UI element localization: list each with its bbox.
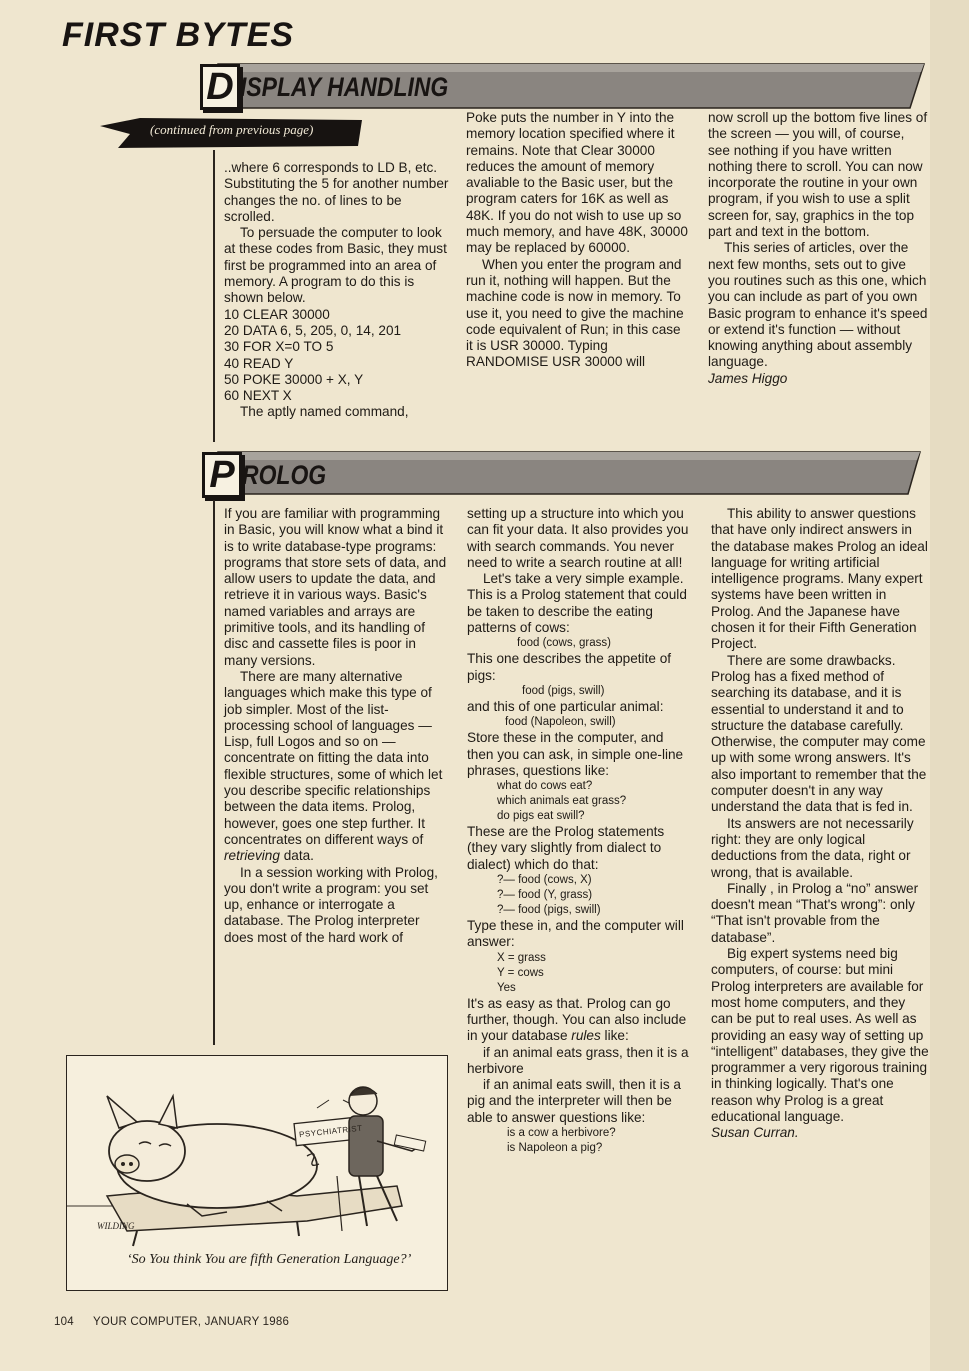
page-edge	[930, 0, 969, 1371]
cartoon-illustration	[66, 1055, 448, 1291]
heading-band-graphic	[0, 60, 969, 112]
code-line: 30 FOR X=0 TO 5	[224, 339, 334, 355]
display-column-2	[466, 110, 688, 371]
author-signature: Susan Curran.	[711, 1125, 799, 1141]
prolog-fact: food (pigs, swill)	[522, 684, 605, 697]
paragraph: Its answers are not necessarily right: they are only logical deductions from the data, right or wrong, that is available.	[711, 815, 914, 880]
page-footer	[54, 1316, 305, 1328]
heading-text: ROLOG	[242, 460, 327, 490]
paragraph: Let's take a very simple example. This is a Prolog statement that could be taken to describe the eating patterns of cows:	[467, 571, 687, 636]
paragraph: These are the Prolog statements (they vary slightly from dialect to dialect) which do that:	[467, 824, 665, 872]
prolog-heading	[0, 448, 969, 500]
heading-text: ISPLAY HANDLING	[240, 72, 449, 102]
question-line: is Napoleon a pig?	[507, 1142, 603, 1155]
code-line: 50 POKE 30000 + X, Y	[224, 371, 364, 387]
question-line: is a cow a herbivore?	[507, 1127, 616, 1140]
paragraph: When you enter the program and run it, nothing will happen. But the machine code is now in memory. To use it, you need to give the machine code equivalent of Run; in this case it is USR 30000. Typing RANDOMISE USR 30000 will	[466, 256, 684, 370]
display-column-1	[224, 160, 452, 421]
prolog-column-1	[224, 506, 450, 946]
drop-initial: D	[200, 64, 240, 110]
question-line: do pigs eat swill?	[497, 810, 585, 823]
paragraph: Poke puts the number in Y into the memory location specified where it remains. Note that Clear 30000 reduces the amount of memory avaliable to the Basic user, but the program caters for 16K as well as 48K. If you do not wish to use up so much memory, and have 48K, 30000 may be replaced by 60000.	[466, 110, 688, 256]
query-line: ?— food (Y, grass)	[497, 889, 593, 902]
code-line: 10 CLEAR 30000	[224, 306, 330, 322]
prolog-column-2	[467, 506, 689, 1156]
display-handling-heading	[0, 60, 969, 112]
paragraph: This one describes the appetite of pigs:	[467, 651, 672, 683]
paragraph: ..where 6 corresponds to LD B, etc. Substituting the 5 for another number changes the no. of lines to be scrolled.	[224, 160, 449, 224]
paragraph: now scroll up the bottom five lines of the screen — you will, of course, see nothing if you have written nothing there to scroll. You can now incorporate the routine in your own program, if you wish to use a split screen for, say, graphics in the top part and text in the bottom.	[708, 110, 928, 240]
answer-line: X = grass	[497, 951, 546, 964]
column-rule	[213, 500, 215, 1045]
rule-line: if an animal eats swill, then it is a pig and the interpreter will then be able to answer questions like:	[467, 1077, 681, 1125]
paragraph: It's as easy as that. Prolog can go further, though. You can also include in your database rules like:	[467, 995, 687, 1044]
artist-signature: WILDING	[97, 1221, 135, 1231]
prolog-column-3	[711, 506, 929, 1142]
drop-initial: P	[202, 452, 242, 498]
paragraph: The aptly named command,	[240, 404, 409, 420]
paragraph: In a session working with Prolog, you don't write a program: you set up, enhance or interrogate a database. The Prolog interpreter does most of the hard work of	[224, 864, 438, 945]
paragraph: and this of one particular animal:	[467, 698, 664, 714]
question-line: which animals eat grass?	[497, 795, 627, 808]
rule-line: if an animal eats grass, then it is a herbivore	[467, 1044, 689, 1076]
magazine-section-title: FIRST BYTES	[62, 16, 295, 54]
cartoon-caption: ‘So You think You are fifth Generation Language?’	[127, 1252, 412, 1267]
page-number: 104	[54, 1316, 74, 1328]
code-line: 20 DATA 6, 5, 205, 0, 14, 201	[224, 322, 402, 338]
paragraph: To persuade the computer to look at these codes from Basic, they must first be programmed into an area of memory. A program to do this is shown below.	[224, 225, 447, 306]
code-line: 60 NEXT X	[224, 388, 292, 404]
answer-line: Y = cows	[497, 966, 544, 979]
question-line: what do cows eat?	[497, 780, 593, 793]
paragraph: Finally , in Prolog a “no” answer doesn't mean “That's wrong”: only “That isn't provable from the database”.	[711, 880, 919, 945]
author-signature: James Higgo	[708, 370, 788, 386]
prolog-fact: food (cows, grass)	[517, 637, 611, 650]
paragraph: Store these in the computer, and then you can ask, in simple one-line phrases, questions like:	[467, 730, 684, 778]
paragraph: Big expert systems need big computers, of course: but mini Prolog interpreters are available for most home computers, and they can be put to real uses. As well as providing an easy way of setting up “intelligent” databases, they give the programmer a very rigorous training in thinking logically. That's one reason why Prolog is a great educational language.	[711, 946, 929, 1124]
paragraph: If you are familiar with programming in Basic, you will know what a bind it is to write database-type programs: programs that store sets of data, and allow users to update the data, and retrieve it in various ways. Basic's named variables and arrays are primitive tools, and its handling of disc and cassette files is poor in many versions.	[224, 506, 447, 668]
heading-band-graphic	[0, 448, 969, 500]
paragraph: Type these in, and the computer will answer:	[467, 918, 684, 950]
prolog-fact: food (Napoleon, swill)	[505, 716, 616, 729]
publication-line: YOUR COMPUTER, JANUARY 1986	[92, 1316, 290, 1328]
display-column-3	[708, 110, 928, 387]
continued-text: (continued from previous page)	[150, 122, 314, 137]
query-line: ?— food (cows, X)	[497, 874, 592, 887]
psychiatrist-sign: PSYCHIATRIST	[298, 1123, 363, 1140]
answer-line: Yes	[497, 981, 516, 994]
paragraph: There are some drawbacks. Prolog has a fixed method of searching its database, and it is essential to understand it and to structure the database carefully. Otherwise, the computer may come up with some wrong answers. It's also important to remember that the computer doesn't in any way understand the data that is fed in.	[711, 652, 927, 815]
query-line: ?— food (pigs, swill)	[497, 904, 601, 917]
paragraph: There are many alternative languages which make this type of job simpler. Most of the list-processing school of languages — Lisp, full Logos and so on — concentrate on fitting the data into flexible structures, some of which let you describe specific relationships between the data items. Prolog, however, goes one step further. It concentrates on different ways of retrieving data.	[224, 668, 443, 864]
paragraph: This series of articles, over the next few months, sets out to give you routines such as this one, which you can include as part of you own Basic program to enhance it's speed or extend it's function — without knowing anything about assembly language.	[708, 240, 928, 370]
paragraph: This ability to answer questions that have only indirect answers in the database makes Prolog an ideal language for writing artificial intelligence programs. Many expert systems have been written in Prolog. And the Japanese have chosen it for their Fifth Generation Project.	[711, 506, 928, 652]
continued-banner	[100, 118, 362, 148]
paragraph: setting up a structure into which you can fit your data. It also provides you with search commands. You never need to write a search routine at all!	[467, 506, 689, 570]
code-line: 40 READ Y	[224, 355, 294, 371]
column-rule	[213, 150, 215, 442]
